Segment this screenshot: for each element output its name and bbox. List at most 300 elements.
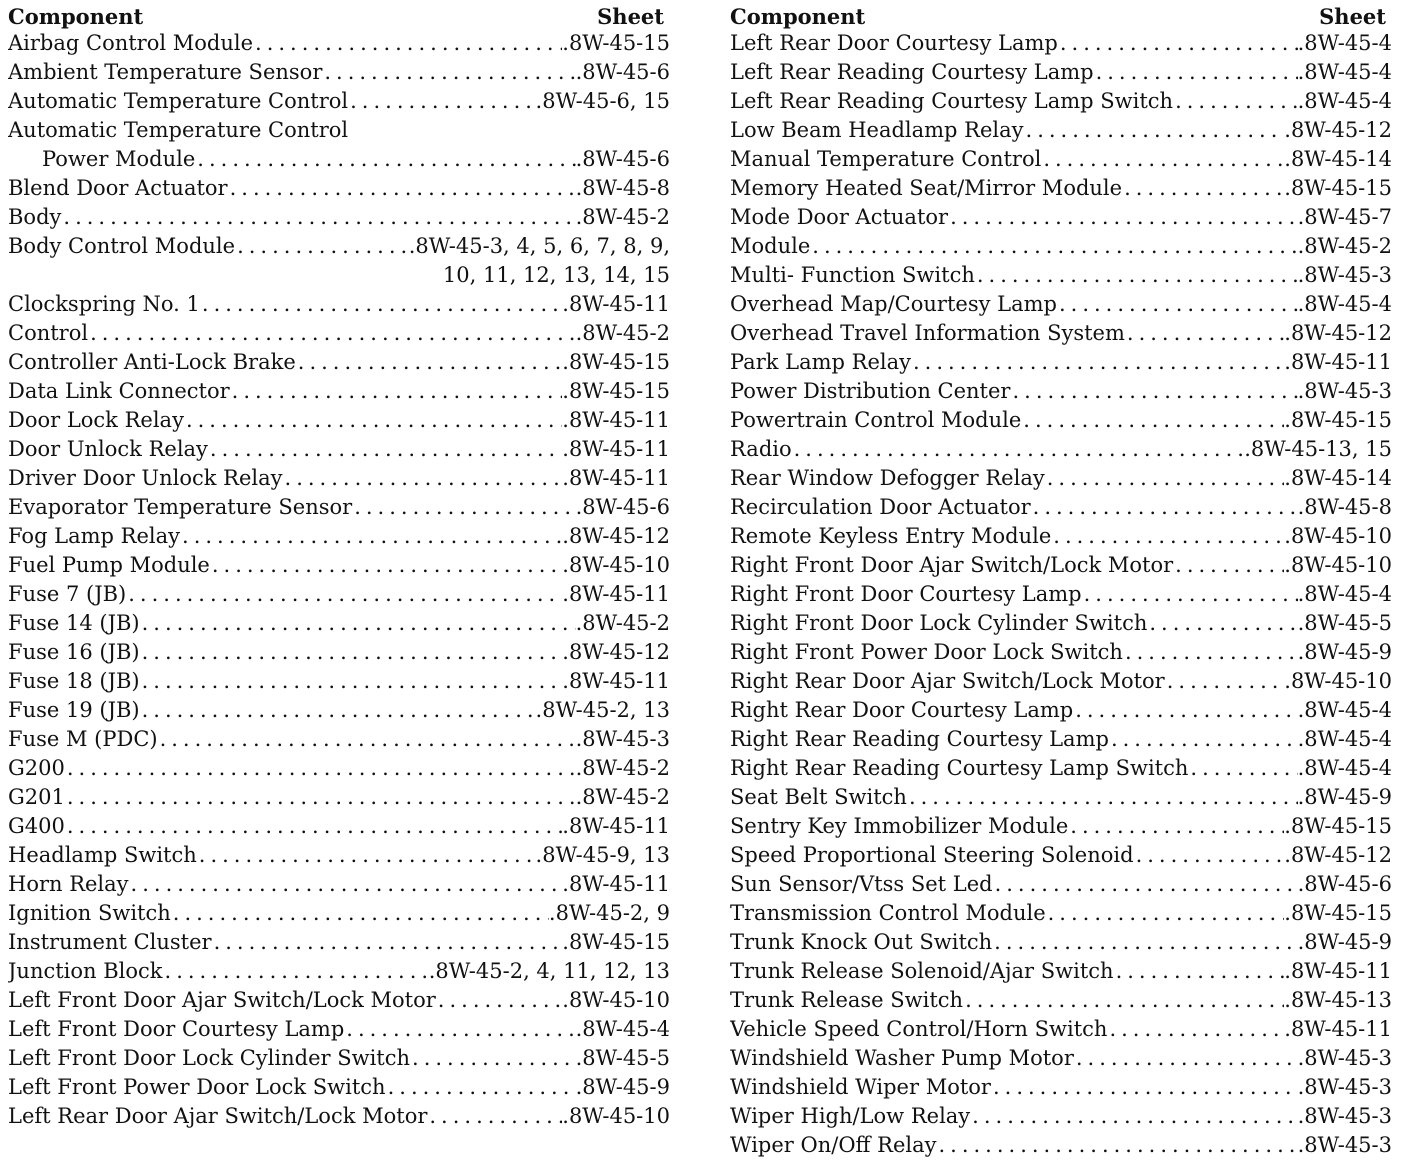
dot-leader <box>200 290 562 319</box>
dot-leader <box>963 986 1284 1015</box>
dot-leader <box>970 1102 1297 1131</box>
component-name: Right Front Power Door Lock Switch <box>730 640 1123 664</box>
dot-leader <box>163 957 429 986</box>
component-name: Fuse 18 (JB) <box>8 669 140 693</box>
dot-leader <box>212 928 563 957</box>
dot-leader <box>1173 87 1298 116</box>
component-name: Automatic Temperature Control <box>8 89 349 113</box>
sheet-ref: .8W-45-10 <box>562 553 670 577</box>
component-name: Rear Window Defogger Relay <box>730 466 1045 490</box>
dot-leader <box>1114 957 1285 986</box>
index-entry <box>8 406 670 435</box>
sheet-ref: .8W-45-11 <box>562 408 670 432</box>
index-entry <box>8 464 670 493</box>
dot-leader <box>88 319 576 348</box>
index-entry <box>8 841 670 870</box>
dot-leader <box>975 261 1298 290</box>
sheet-ref: .8W-45-12 <box>1284 843 1392 867</box>
dot-leader <box>1058 29 1298 58</box>
index-entry <box>8 812 670 841</box>
sheet-ref: .8W-45-11 <box>1284 959 1392 983</box>
dot-leader <box>1122 174 1284 203</box>
component-name: Multi- Function Switch <box>730 263 975 287</box>
component-name: Trunk Release Solenoid/Ajar Switch <box>730 959 1114 983</box>
sheet-ref: .8W-45-4 <box>1297 292 1392 316</box>
sheet-ref: .8W-45-3 <box>575 727 670 751</box>
sheet-ref: .8W-45-8 <box>575 176 670 200</box>
component-name: Right Front Door Ajar Switch/Lock Motor <box>730 553 1174 577</box>
component-name: Manual Temperature Control <box>730 147 1042 171</box>
dot-leader <box>1024 116 1285 145</box>
component-name: Sun Sensor/Vtss Set Led <box>730 872 993 896</box>
index-entry <box>8 174 670 203</box>
index-entry <box>8 696 670 725</box>
index-entry <box>8 957 670 986</box>
sheet-ref: .8W-45-11 <box>1284 350 1392 374</box>
component-name: Windshield Washer Pump Motor <box>730 1046 1074 1070</box>
component-name: Right Rear Reading Courtesy Lamp Switch <box>730 756 1189 780</box>
sheet-ref: .8W-45-15 <box>562 930 670 954</box>
sheet-ref: .8W-45-14 <box>1284 147 1392 171</box>
component-header: Component <box>8 4 144 29</box>
sheet-ref: .8W-45-6 <box>575 60 670 84</box>
component-name: Evaporator Temperature Sensor <box>8 495 353 519</box>
index-entry <box>8 899 670 928</box>
sheet-ref: .8W-45-4 <box>1297 756 1392 780</box>
component-name: Fuse 16 (JB) <box>8 640 140 664</box>
dot-leader <box>1125 319 1284 348</box>
dot-leader <box>140 667 563 696</box>
column-header <box>730 0 1392 29</box>
index-entry <box>730 406 1392 435</box>
sheet-ref: .8W-45-3 <box>1297 1133 1392 1157</box>
component-name: Automatic Temperature Control <box>8 118 349 142</box>
sheet-ref: .8W-45-9 <box>1297 930 1392 954</box>
dot-leader <box>140 696 536 725</box>
index-entry <box>730 928 1392 957</box>
dot-leader <box>126 580 562 609</box>
sheet-ref: .8W-45-10 <box>1284 524 1392 548</box>
index-entry <box>730 667 1392 696</box>
index-entry <box>8 1102 670 1131</box>
dot-leader <box>208 435 562 464</box>
index-entry <box>8 522 670 551</box>
sheet-ref: .8W-45-11 <box>562 292 670 316</box>
component-name: Body <box>8 205 62 229</box>
component-name: Right Front Door Lock Cylinder Switch <box>730 611 1148 635</box>
sheet-ref: .8W-45-11 <box>562 872 670 896</box>
dot-leader <box>948 203 1298 232</box>
index-entry <box>730 261 1392 290</box>
component-name: Fog Lamp Relay <box>8 524 181 548</box>
component-name: Power Module <box>42 147 196 171</box>
dot-leader <box>158 725 576 754</box>
sheet-ref: .8W-45-15 <box>1284 814 1392 838</box>
index-entry <box>730 145 1392 174</box>
dot-leader <box>1051 522 1284 551</box>
index-entry <box>730 754 1392 783</box>
component-name: Fuse 14 (JB) <box>8 611 140 635</box>
sheet-ref: .8W-45-7 <box>1297 205 1392 229</box>
dot-leader <box>810 232 1297 261</box>
component-name: Control <box>8 321 89 345</box>
component-name: Instrument Cluster <box>8 930 212 954</box>
index-entry <box>730 696 1392 725</box>
dot-leader <box>322 58 575 87</box>
component-name: Left Front Power Door Lock Switch <box>8 1075 386 1099</box>
component-name: Fuse M (PDC) <box>8 727 158 751</box>
dot-leader <box>283 464 563 493</box>
component-name: Recirculation Door Actuator <box>730 495 1031 519</box>
sheet-ref: .8W-45-11 <box>562 669 670 693</box>
component-name: Fuel Pump Module <box>8 553 210 577</box>
sheet-ref: .8W-45-2 <box>1297 234 1392 258</box>
sheet-ref: .8W-45-10 <box>562 988 670 1012</box>
index-entry <box>730 812 1392 841</box>
sheet-ref: .8W-45-13 <box>1284 988 1392 1012</box>
dot-leader <box>171 899 549 928</box>
dot-leader <box>1165 667 1285 696</box>
component-name: Trunk Knock Out Switch <box>730 930 993 954</box>
dot-leader <box>129 870 563 899</box>
component-header: Component <box>730 4 866 29</box>
dot-leader <box>140 609 576 638</box>
sheet-ref: .8W-45-3 <box>1297 1075 1392 1099</box>
sheet-ref: .8W-45-2 <box>575 756 670 780</box>
index-entry <box>8 783 670 812</box>
dot-leader <box>230 377 563 406</box>
component-name: Wiper On/Off Relay <box>730 1133 937 1157</box>
component-name: Right Rear Reading Courtesy Lamp <box>730 727 1109 751</box>
component-name: Door Unlock Relay <box>8 437 208 461</box>
sheet-ref: .8W-45-5 <box>1297 611 1392 635</box>
index-entry <box>8 551 670 580</box>
sheet-ref: .8W-45-9, 13 <box>535 843 670 867</box>
component-name: Left Rear Reading Courtesy Lamp Switch <box>730 89 1174 113</box>
dot-leader <box>911 348 1284 377</box>
index-entry <box>8 725 670 754</box>
right-column <box>730 0 1392 1160</box>
sheet-ref: .8W-45-8 <box>1297 495 1392 519</box>
index-entry <box>730 1131 1392 1160</box>
dot-leader <box>228 174 576 203</box>
component-name: Seat Belt Switch <box>730 785 907 809</box>
index-entry <box>730 174 1392 203</box>
sheet-ref: .8W-45-11 <box>562 814 670 838</box>
sheet-ref: .8W-45-5 <box>575 1046 670 1070</box>
sheet-ref: .8W-45-15 <box>562 379 670 403</box>
dot-leader <box>1057 290 1298 319</box>
dot-leader <box>1010 377 1297 406</box>
index-entry <box>730 319 1392 348</box>
dot-leader <box>1082 580 1298 609</box>
index-entry <box>8 754 670 783</box>
dot-leader <box>61 203 575 232</box>
index-entry <box>8 928 670 957</box>
sheet-ref: .8W-45-2, 13 <box>535 698 670 722</box>
component-name: Ignition Switch <box>8 901 171 925</box>
component-name: G200 <box>8 756 65 780</box>
index-entry <box>8 493 670 522</box>
right-entry-list <box>730 29 1392 1160</box>
sheet-ref: .8W-45-15 <box>562 31 670 55</box>
dot-leader <box>410 1044 576 1073</box>
sheet-ref: .8W-45-15 <box>1284 408 1392 432</box>
dot-leader <box>386 1073 576 1102</box>
index-entry <box>730 58 1392 87</box>
dot-leader <box>296 348 563 377</box>
index-entry <box>8 1073 670 1102</box>
dot-leader <box>180 522 562 551</box>
sheet-continuation <box>8 261 670 290</box>
index-entry <box>730 841 1392 870</box>
dot-leader <box>1134 841 1285 870</box>
sheet-ref: .8W-45-12 <box>1284 118 1392 142</box>
sheet-ref: .8W-45-2 <box>575 321 670 345</box>
dot-leader <box>210 551 562 580</box>
sheet-ref: .8W-45-12 <box>562 524 670 548</box>
sheet-ref: .8W-45-2, 9 <box>548 901 670 925</box>
sheet-ref: .8W-45-4 <box>575 1017 670 1041</box>
index-entry <box>730 899 1392 928</box>
sheet-ref: .8W-45-4 <box>1297 698 1392 722</box>
dot-leader <box>253 29 562 58</box>
index-entry <box>8 319 670 348</box>
sheet-ref: .8W-45-14 <box>1284 466 1392 490</box>
index-entry <box>8 377 670 406</box>
sheet-ref: .8W-45-11 <box>562 466 670 490</box>
index-entry <box>8 203 670 232</box>
index-entry <box>730 551 1392 580</box>
sheet-ref: .8W-45-15 <box>1284 901 1392 925</box>
sheet-ref: .8W-45-2, 4, 11, 12, 13 <box>428 959 670 983</box>
component-name: Left Rear Door Courtesy Lamp <box>730 31 1058 55</box>
index-entry <box>8 638 670 667</box>
component-name: Overhead Map/Courtesy Lamp <box>730 292 1057 316</box>
component-name: Clockspring No. 1 <box>8 292 200 316</box>
component-name: Right Front Door Courtesy Lamp <box>730 582 1082 606</box>
index-entry <box>730 609 1392 638</box>
dot-leader <box>352 493 575 522</box>
component-name: Low Beam Headlamp Relay <box>730 118 1024 142</box>
index-entry <box>730 464 1392 493</box>
component-name: Right Rear Door Courtesy Lamp <box>730 698 1074 722</box>
component-name: Door Lock Relay <box>8 408 184 432</box>
component-name: Blend Door Actuator <box>8 176 228 200</box>
sheet-ref: .8W-45-3 <box>1297 1046 1392 1070</box>
sheet-header: Sheet <box>1319 4 1386 29</box>
dot-leader <box>235 232 409 261</box>
component-name: Trunk Release Switch <box>730 988 964 1012</box>
index-entry <box>8 290 670 319</box>
index-entry <box>8 1015 670 1044</box>
index-entry <box>730 435 1392 464</box>
dot-leader <box>936 1131 1297 1160</box>
component-name: Sentry Key Immobilizer Module <box>730 814 1069 838</box>
dot-leader <box>1173 551 1284 580</box>
dot-leader <box>907 783 1298 812</box>
component-name: Radio <box>730 437 792 461</box>
index-entry <box>8 870 670 899</box>
sheet-ref: .8W-45-11 <box>1284 1017 1392 1041</box>
sheet-ref: .8W-45-6 <box>575 495 670 519</box>
index-entry <box>730 580 1392 609</box>
sheet-ref: .8W-45-4 <box>1297 582 1392 606</box>
index-entry <box>730 870 1392 899</box>
dot-leader <box>65 783 576 812</box>
index-entry <box>8 348 670 377</box>
sheet-ref: .8W-45-3, 4, 5, 6, 7, 8, 9, <box>408 234 670 258</box>
dot-leader <box>1068 812 1284 841</box>
sheet-ref: .8W-45-12 <box>1284 321 1392 345</box>
component-name: Left Front Door Lock Cylinder Switch <box>8 1046 411 1070</box>
component-name: Horn Relay <box>8 872 129 896</box>
dot-leader <box>195 145 575 174</box>
component-name: Park Lamp Relay <box>730 350 911 374</box>
index-entry <box>8 609 670 638</box>
index-entry <box>8 58 670 87</box>
component-name: Fuse 19 (JB) <box>8 698 140 722</box>
dot-leader <box>140 638 563 667</box>
index-entry <box>8 87 670 116</box>
component-name: Controller Anti-Lock Brake <box>8 350 296 374</box>
index-entry <box>8 1044 670 1073</box>
sheet-ref: .8W-45-3 <box>1297 263 1392 287</box>
component-name: Mode Door Actuator <box>730 205 949 229</box>
index-entry <box>8 232 670 261</box>
sheet-ref: .8W-45-11 <box>562 437 670 461</box>
index-entry <box>8 986 670 1015</box>
component-name: G400 <box>8 814 65 838</box>
sheet-ref: .8W-45-12 <box>562 640 670 664</box>
index-entry <box>8 667 670 696</box>
sheet-ref: .8W-45-6, 15 <box>535 89 670 113</box>
component-name: Fuse 7 (JB) <box>8 582 127 606</box>
dot-leader <box>1107 1015 1284 1044</box>
component-name: Left Rear Reading Courtesy Lamp <box>730 60 1094 84</box>
index-entry <box>730 638 1392 667</box>
sheet-ref: .8W-45-10 <box>562 1104 670 1128</box>
index-entry <box>730 87 1392 116</box>
index-entry <box>730 232 1392 261</box>
component-name: Left Front Door Courtesy Lamp <box>8 1017 345 1041</box>
dot-leader <box>1188 754 1297 783</box>
dot-leader <box>1073 696 1297 725</box>
component-name: Memory Heated Seat/Mirror Module <box>730 176 1123 200</box>
column-header <box>8 0 670 29</box>
sheet-ref: .8W-45-13, 15 <box>1244 437 1392 461</box>
left-entry-list <box>8 29 670 1131</box>
index-entry <box>730 783 1392 812</box>
sheet-ref: 10, 11, 12, 13, 14, 15 <box>442 263 670 287</box>
index-entry <box>8 29 670 58</box>
sheet-ref: .8W-45-10 <box>1284 553 1392 577</box>
sheet-ref: .8W-45-2 <box>575 785 670 809</box>
index-entry <box>8 435 670 464</box>
dot-leader <box>1094 58 1298 87</box>
sheet-ref: .8W-45-4 <box>1297 31 1392 55</box>
dot-leader <box>1123 638 1298 667</box>
index-entry <box>8 580 670 609</box>
component-name: Headlamp Switch <box>8 843 197 867</box>
dot-leader <box>792 435 1245 464</box>
component-name: Vehicle Speed Control/Horn Switch <box>730 1017 1108 1041</box>
sheet-ref: .8W-45-4 <box>1297 89 1392 113</box>
dot-leader <box>197 841 536 870</box>
component-name: Wiper High/Low Relay <box>730 1104 971 1128</box>
component-name: Transmission Control Module <box>730 901 1046 925</box>
index-entry <box>730 290 1392 319</box>
component-name: Powertrain Control Module <box>730 408 1022 432</box>
dot-leader <box>1031 493 1298 522</box>
component-name: Windshield Wiper Motor <box>730 1075 991 1099</box>
index-entry <box>8 116 670 145</box>
component-name: Ambient Temperature Sensor <box>8 60 323 84</box>
index-entry <box>730 1102 1392 1131</box>
component-name: Driver Door Unlock Relay <box>8 466 283 490</box>
dot-leader <box>1046 899 1285 928</box>
dot-leader <box>993 870 1298 899</box>
sheet-ref: .8W-45-6 <box>575 147 670 171</box>
sheet-ref: .8W-45-9 <box>1297 640 1392 664</box>
left-column <box>8 0 670 1131</box>
component-name: Module <box>730 234 811 258</box>
component-name: Junction Block <box>8 959 163 983</box>
sheet-ref: .8W-45-6 <box>1297 872 1392 896</box>
sheet-ref: .8W-45-15 <box>562 350 670 374</box>
component-name: Overhead Travel Information System <box>730 321 1125 345</box>
sheet-ref: .8W-45-11 <box>562 582 670 606</box>
sheet-ref: .8W-45-10 <box>1284 669 1392 693</box>
dot-leader <box>1021 406 1284 435</box>
dot-leader <box>991 1073 1298 1102</box>
sheet-ref: .8W-45-15 <box>1284 176 1392 200</box>
index-entry <box>730 1015 1392 1044</box>
sheet-header: Sheet <box>597 4 664 29</box>
index-entry <box>730 348 1392 377</box>
index-entry <box>730 1044 1392 1073</box>
index-entry <box>730 203 1392 232</box>
dot-leader <box>1147 609 1297 638</box>
index-entry <box>730 957 1392 986</box>
index-entry <box>730 725 1392 754</box>
index-entry-continuation <box>8 145 670 174</box>
sheet-ref: .8W-45-3 <box>1297 379 1392 403</box>
dot-leader <box>427 1102 562 1131</box>
component-name: Airbag Control Module <box>8 31 254 55</box>
sheet-ref: .8W-45-3 <box>1297 1104 1392 1128</box>
sheet-ref: .8W-45-2 <box>575 205 670 229</box>
component-name: Right Rear Door Ajar Switch/Lock Motor <box>730 669 1165 693</box>
index-entry <box>730 986 1392 1015</box>
dot-leader <box>1045 464 1285 493</box>
component-name: Remote Keyless Entry Module <box>730 524 1052 548</box>
dot-leader <box>184 406 562 435</box>
component-name: Data Link Connector <box>8 379 230 403</box>
index-entry <box>730 29 1392 58</box>
sheet-ref: .8W-45-4 <box>1297 727 1392 751</box>
index-entry <box>730 1073 1392 1102</box>
dot-leader <box>436 986 562 1015</box>
component-name: Left Front Door Ajar Switch/Lock Motor <box>8 988 436 1012</box>
index-entry <box>730 116 1392 145</box>
index-entry <box>730 377 1392 406</box>
dot-leader <box>348 87 535 116</box>
dot-leader <box>1074 1044 1298 1073</box>
dot-leader <box>344 1015 575 1044</box>
component-name: G201 <box>8 785 65 809</box>
dot-leader <box>65 754 576 783</box>
